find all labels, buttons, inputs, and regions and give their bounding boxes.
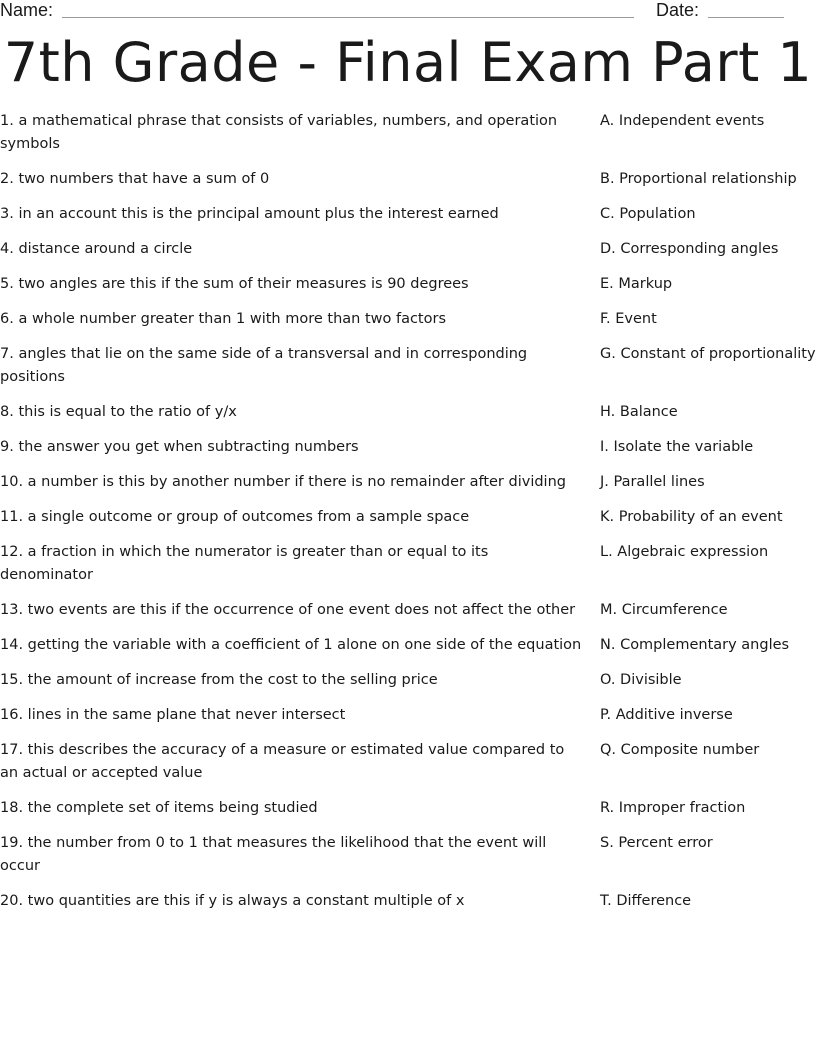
answer-option: D. Corresponding angles — [600, 241, 779, 257]
matching-row — [0, 704, 816, 727]
answer-option: I. Isolate the variable — [600, 439, 754, 455]
clue-text: 15. the amount of increase from the cost to the selling price — [0, 672, 438, 688]
matching-row — [0, 273, 816, 296]
matching-row — [0, 506, 816, 529]
matching-row — [0, 436, 816, 459]
clue-text: 12. a fraction in which the numerator is greater than or equal to its denominator — [0, 544, 489, 583]
answer-option: P. Additive inverse — [600, 707, 733, 723]
answer-option: S. Percent error — [600, 835, 713, 851]
answer-option: O. Divisible — [600, 672, 682, 688]
matching-row — [0, 203, 816, 226]
clue-text: 7. angles that lie on the same side of a transversal and in corresponding positions — [0, 346, 528, 385]
clue-text: 19. the number from 0 to 1 that measures the likelihood that the event will occur — [0, 835, 547, 874]
clue-text: 16. lines in the same plane that never intersect — [0, 707, 346, 723]
clue-text: 17. this describes the accuracy of a measure or estimated value compared to an actual or accepted value — [0, 742, 565, 781]
answer-option: L. Algebraic expression — [600, 544, 769, 560]
matching-row — [0, 401, 816, 424]
answer-option: K. Probability of an event — [600, 509, 783, 525]
date-label: Date: — [656, 0, 700, 20]
name-blank — [62, 17, 634, 18]
matching-row — [0, 471, 816, 494]
clue-text: 4. distance around a circle — [0, 241, 193, 257]
answer-option: T. Difference — [600, 893, 692, 909]
matching-row — [0, 797, 816, 820]
matching-row — [0, 739, 816, 785]
answer-option: Q. Composite number — [600, 742, 760, 758]
clue-text: 2. two numbers that have a sum of 0 — [0, 171, 270, 187]
answer-option: G. Constant of proportionality — [600, 346, 816, 362]
clue-text: 11. a single outcome or group of outcomes from a sample space — [0, 509, 470, 525]
clue-text: 10. a number is this by another number if there is no remainder after dividing — [0, 474, 566, 490]
clue-text: 14. getting the variable with a coefficient of 1 alone on one side of the equation — [0, 637, 582, 653]
answer-option: F. Event — [600, 311, 657, 327]
matching-row — [0, 541, 816, 587]
header-line — [0, 0, 816, 22]
answer-option: M. Circumference — [600, 602, 728, 618]
matching-row — [0, 168, 816, 191]
clue-text: 8. this is equal to the ratio of y/x — [0, 404, 237, 420]
matching-row — [0, 669, 816, 692]
matching-list — [0, 110, 816, 925]
answer-option: R. Improper fraction — [600, 800, 746, 816]
matching-row — [0, 832, 816, 878]
answer-option: B. Proportional relationship — [600, 171, 797, 187]
answer-option: C. Population — [600, 206, 696, 222]
clue-text: 20. two quantities are this if y is always a constant multiple of x — [0, 893, 465, 909]
name-label: Name: — [0, 0, 54, 20]
matching-row — [0, 238, 816, 261]
answer-option: N. Complementary angles — [600, 637, 790, 653]
answer-option: J. Parallel lines — [600, 474, 705, 490]
date-blank — [708, 17, 784, 18]
matching-row — [0, 599, 816, 622]
matching-row — [0, 308, 816, 331]
clue-text: 9. the answer you get when subtracting numbers — [0, 439, 359, 455]
matching-row — [0, 343, 816, 389]
answer-option: A. Independent events — [600, 113, 765, 129]
answer-option: E. Markup — [600, 276, 673, 292]
clue-text: 5. two angles are this if the sum of their measures is 90 degrees — [0, 276, 469, 292]
clue-text: 18. the complete set of items being studied — [0, 800, 318, 816]
clue-text: 13. two events are this if the occurrence of one event does not affect the other — [0, 602, 576, 618]
clue-text: 6. a whole number greater than 1 with more than two factors — [0, 311, 447, 327]
matching-row — [0, 634, 816, 657]
matching-row — [0, 110, 816, 156]
clue-text: 3. in an account this is the principal amount plus the interest earned — [0, 206, 499, 222]
clue-text: 1. a mathematical phrase that consists of variables, numbers, and operation symbols — [0, 113, 558, 152]
page-title: 7th Grade - Final Exam Part 1 — [3, 31, 813, 94]
matching-row — [0, 890, 816, 913]
answer-option: H. Balance — [600, 404, 678, 420]
